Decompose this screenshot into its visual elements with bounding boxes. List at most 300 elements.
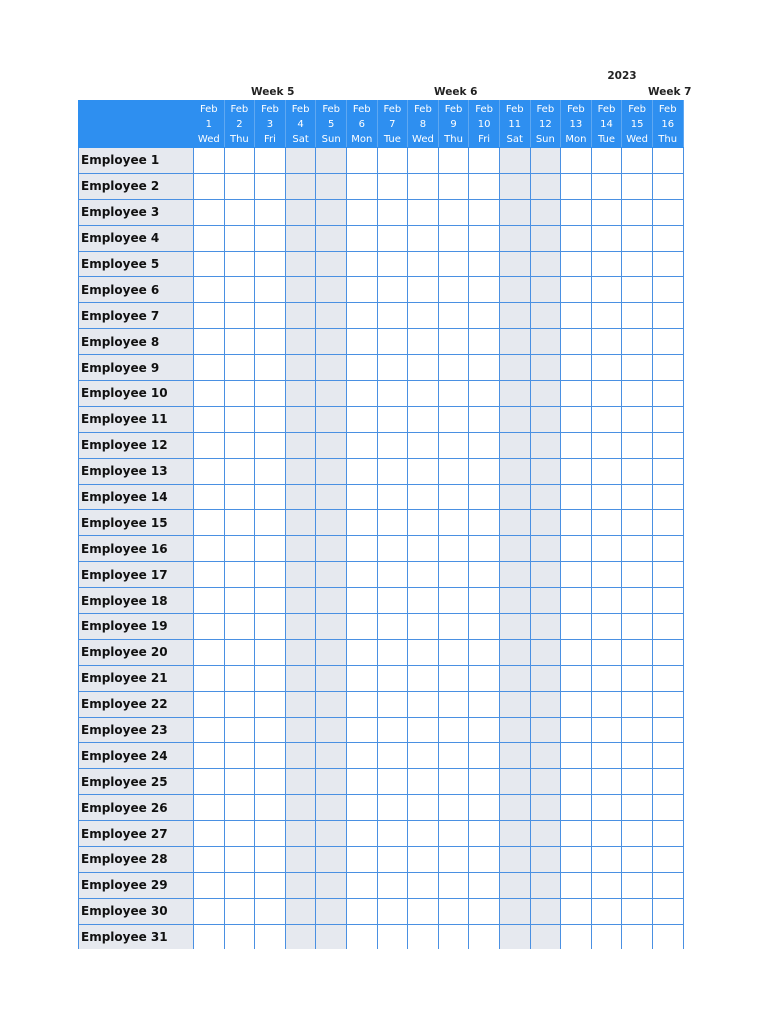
schedule-cell[interactable] <box>194 847 225 873</box>
schedule-cell[interactable] <box>622 225 653 251</box>
schedule-cell[interactable] <box>316 277 347 303</box>
schedule-cell[interactable] <box>591 588 622 614</box>
schedule-cell[interactable] <box>377 173 408 199</box>
schedule-cell[interactable] <box>194 872 225 898</box>
schedule-cell[interactable] <box>652 381 683 407</box>
schedule-cell[interactable] <box>469 251 500 277</box>
schedule-cell[interactable] <box>469 381 500 407</box>
schedule-cell[interactable] <box>377 251 408 277</box>
schedule-cell[interactable] <box>224 924 255 949</box>
schedule-cell[interactable] <box>255 148 286 174</box>
schedule-cell[interactable] <box>530 821 561 847</box>
schedule-cell[interactable] <box>377 225 408 251</box>
schedule-cell[interactable] <box>285 665 316 691</box>
schedule-cell[interactable] <box>224 691 255 717</box>
schedule-cell[interactable] <box>194 329 225 355</box>
schedule-cell[interactable] <box>652 872 683 898</box>
schedule-cell[interactable] <box>316 173 347 199</box>
schedule-cell[interactable] <box>469 588 500 614</box>
schedule-cell[interactable] <box>622 329 653 355</box>
schedule-cell[interactable] <box>316 795 347 821</box>
schedule-cell[interactable] <box>377 510 408 536</box>
schedule-cell[interactable] <box>224 821 255 847</box>
schedule-cell[interactable] <box>469 510 500 536</box>
schedule-cell[interactable] <box>438 432 469 458</box>
schedule-cell[interactable] <box>255 639 286 665</box>
schedule-cell[interactable] <box>224 199 255 225</box>
schedule-cell[interactable] <box>316 458 347 484</box>
schedule-cell[interactable] <box>561 639 592 665</box>
schedule-cell[interactable] <box>224 458 255 484</box>
schedule-cell[interactable] <box>499 381 530 407</box>
schedule-cell[interactable] <box>255 510 286 536</box>
schedule-cell[interactable] <box>561 536 592 562</box>
schedule-cell[interactable] <box>224 872 255 898</box>
schedule-cell[interactable] <box>561 277 592 303</box>
schedule-cell[interactable] <box>499 148 530 174</box>
schedule-cell[interactable] <box>438 381 469 407</box>
schedule-cell[interactable] <box>591 872 622 898</box>
schedule-cell[interactable] <box>622 691 653 717</box>
schedule-cell[interactable] <box>316 924 347 949</box>
schedule-cell[interactable] <box>652 458 683 484</box>
schedule-cell[interactable] <box>346 821 377 847</box>
schedule-cell[interactable] <box>591 898 622 924</box>
schedule-cell[interactable] <box>224 795 255 821</box>
schedule-cell[interactable] <box>194 743 225 769</box>
schedule-cell[interactable] <box>408 148 439 174</box>
schedule-cell[interactable] <box>652 924 683 949</box>
schedule-cell[interactable] <box>561 251 592 277</box>
schedule-cell[interactable] <box>194 277 225 303</box>
schedule-cell[interactable] <box>652 510 683 536</box>
schedule-cell[interactable] <box>561 717 592 743</box>
schedule-cell[interactable] <box>285 743 316 769</box>
schedule-cell[interactable] <box>652 898 683 924</box>
schedule-cell[interactable] <box>622 510 653 536</box>
schedule-cell[interactable] <box>499 355 530 381</box>
schedule-cell[interactable] <box>622 795 653 821</box>
schedule-cell[interactable] <box>469 329 500 355</box>
schedule-cell[interactable] <box>255 821 286 847</box>
schedule-cell[interactable] <box>316 847 347 873</box>
schedule-cell[interactable] <box>285 458 316 484</box>
schedule-cell[interactable] <box>346 691 377 717</box>
schedule-cell[interactable] <box>224 432 255 458</box>
schedule-cell[interactable] <box>194 173 225 199</box>
schedule-cell[interactable] <box>499 484 530 510</box>
schedule-cell[interactable] <box>285 924 316 949</box>
schedule-cell[interactable] <box>499 406 530 432</box>
schedule-cell[interactable] <box>438 769 469 795</box>
schedule-cell[interactable] <box>652 303 683 329</box>
schedule-cell[interactable] <box>346 847 377 873</box>
schedule-cell[interactable] <box>224 898 255 924</box>
schedule-cell[interactable] <box>622 847 653 873</box>
schedule-cell[interactable] <box>346 277 377 303</box>
schedule-cell[interactable] <box>561 872 592 898</box>
schedule-cell[interactable] <box>346 614 377 640</box>
schedule-cell[interactable] <box>652 562 683 588</box>
schedule-cell[interactable] <box>530 847 561 873</box>
schedule-cell[interactable] <box>316 484 347 510</box>
schedule-cell[interactable] <box>316 562 347 588</box>
schedule-cell[interactable] <box>438 510 469 536</box>
schedule-cell[interactable] <box>591 665 622 691</box>
schedule-cell[interactable] <box>561 303 592 329</box>
schedule-cell[interactable] <box>194 458 225 484</box>
schedule-cell[interactable] <box>408 769 439 795</box>
schedule-cell[interactable] <box>346 536 377 562</box>
schedule-cell[interactable] <box>377 381 408 407</box>
schedule-cell[interactable] <box>530 458 561 484</box>
schedule-cell[interactable] <box>346 458 377 484</box>
schedule-cell[interactable] <box>408 199 439 225</box>
schedule-cell[interactable] <box>224 173 255 199</box>
schedule-cell[interactable] <box>316 872 347 898</box>
schedule-cell[interactable] <box>469 484 500 510</box>
schedule-cell[interactable] <box>408 303 439 329</box>
schedule-cell[interactable] <box>285 639 316 665</box>
schedule-cell[interactable] <box>591 484 622 510</box>
schedule-cell[interactable] <box>499 225 530 251</box>
schedule-cell[interactable] <box>469 199 500 225</box>
schedule-cell[interactable] <box>224 717 255 743</box>
schedule-cell[interactable] <box>377 769 408 795</box>
schedule-cell[interactable] <box>316 691 347 717</box>
schedule-cell[interactable] <box>530 355 561 381</box>
schedule-cell[interactable] <box>194 536 225 562</box>
schedule-cell[interactable] <box>499 303 530 329</box>
schedule-cell[interactable] <box>438 303 469 329</box>
schedule-cell[interactable] <box>530 199 561 225</box>
schedule-cell[interactable] <box>652 614 683 640</box>
schedule-cell[interactable] <box>438 148 469 174</box>
schedule-cell[interactable] <box>469 743 500 769</box>
schedule-cell[interactable] <box>194 225 225 251</box>
schedule-cell[interactable] <box>652 769 683 795</box>
schedule-cell[interactable] <box>377 562 408 588</box>
schedule-cell[interactable] <box>591 639 622 665</box>
schedule-cell[interactable] <box>438 795 469 821</box>
schedule-cell[interactable] <box>622 432 653 458</box>
schedule-cell[interactable] <box>408 562 439 588</box>
schedule-cell[interactable] <box>346 769 377 795</box>
schedule-cell[interactable] <box>652 821 683 847</box>
schedule-cell[interactable] <box>285 225 316 251</box>
schedule-cell[interactable] <box>255 769 286 795</box>
schedule-cell[interactable] <box>438 847 469 873</box>
schedule-cell[interactable] <box>561 173 592 199</box>
schedule-cell[interactable] <box>316 251 347 277</box>
schedule-cell[interactable] <box>346 381 377 407</box>
schedule-cell[interactable] <box>622 355 653 381</box>
schedule-cell[interactable] <box>561 924 592 949</box>
schedule-cell[interactable] <box>591 924 622 949</box>
schedule-cell[interactable] <box>285 614 316 640</box>
schedule-cell[interactable] <box>469 691 500 717</box>
schedule-cell[interactable] <box>255 173 286 199</box>
schedule-cell[interactable] <box>316 614 347 640</box>
schedule-cell[interactable] <box>438 898 469 924</box>
schedule-cell[interactable] <box>530 536 561 562</box>
schedule-cell[interactable] <box>285 536 316 562</box>
schedule-cell[interactable] <box>530 329 561 355</box>
schedule-cell[interactable] <box>285 251 316 277</box>
schedule-cell[interactable] <box>499 691 530 717</box>
schedule-cell[interactable] <box>194 303 225 329</box>
schedule-cell[interactable] <box>194 795 225 821</box>
schedule-cell[interactable] <box>224 614 255 640</box>
schedule-cell[interactable] <box>316 821 347 847</box>
schedule-cell[interactable] <box>346 665 377 691</box>
schedule-cell[interactable] <box>346 199 377 225</box>
schedule-cell[interactable] <box>194 639 225 665</box>
schedule-cell[interactable] <box>255 432 286 458</box>
schedule-cell[interactable] <box>622 199 653 225</box>
schedule-cell[interactable] <box>408 432 439 458</box>
schedule-cell[interactable] <box>408 510 439 536</box>
schedule-cell[interactable] <box>255 588 286 614</box>
schedule-cell[interactable] <box>316 717 347 743</box>
schedule-cell[interactable] <box>652 743 683 769</box>
schedule-cell[interactable] <box>622 173 653 199</box>
schedule-cell[interactable] <box>561 562 592 588</box>
schedule-cell[interactable] <box>377 148 408 174</box>
schedule-cell[interactable] <box>622 458 653 484</box>
schedule-cell[interactable] <box>530 148 561 174</box>
schedule-cell[interactable] <box>591 614 622 640</box>
schedule-cell[interactable] <box>377 355 408 381</box>
schedule-cell[interactable] <box>530 251 561 277</box>
schedule-cell[interactable] <box>255 484 286 510</box>
schedule-cell[interactable] <box>622 639 653 665</box>
schedule-cell[interactable] <box>469 614 500 640</box>
schedule-cell[interactable] <box>346 148 377 174</box>
schedule-cell[interactable] <box>622 665 653 691</box>
schedule-cell[interactable] <box>285 173 316 199</box>
schedule-cell[interactable] <box>316 381 347 407</box>
schedule-cell[interactable] <box>652 639 683 665</box>
schedule-cell[interactable] <box>561 199 592 225</box>
schedule-cell[interactable] <box>652 588 683 614</box>
schedule-cell[interactable] <box>408 717 439 743</box>
schedule-cell[interactable] <box>622 821 653 847</box>
schedule-cell[interactable] <box>438 665 469 691</box>
schedule-cell[interactable] <box>224 381 255 407</box>
schedule-cell[interactable] <box>438 717 469 743</box>
schedule-cell[interactable] <box>224 562 255 588</box>
schedule-cell[interactable] <box>561 743 592 769</box>
schedule-cell[interactable] <box>346 717 377 743</box>
schedule-cell[interactable] <box>469 277 500 303</box>
schedule-cell[interactable] <box>622 614 653 640</box>
schedule-cell[interactable] <box>591 847 622 873</box>
schedule-cell[interactable] <box>224 251 255 277</box>
schedule-cell[interactable] <box>499 432 530 458</box>
schedule-cell[interactable] <box>285 717 316 743</box>
schedule-cell[interactable] <box>377 432 408 458</box>
schedule-cell[interactable] <box>622 277 653 303</box>
schedule-cell[interactable] <box>377 614 408 640</box>
schedule-cell[interactable] <box>255 562 286 588</box>
schedule-cell[interactable] <box>285 872 316 898</box>
schedule-cell[interactable] <box>469 458 500 484</box>
schedule-cell[interactable] <box>652 484 683 510</box>
schedule-cell[interactable] <box>285 847 316 873</box>
schedule-cell[interactable] <box>316 510 347 536</box>
schedule-cell[interactable] <box>408 743 439 769</box>
schedule-cell[interactable] <box>469 148 500 174</box>
schedule-cell[interactable] <box>316 536 347 562</box>
schedule-cell[interactable] <box>316 665 347 691</box>
schedule-cell[interactable] <box>530 665 561 691</box>
schedule-cell[interactable] <box>408 277 439 303</box>
schedule-cell[interactable] <box>346 432 377 458</box>
schedule-cell[interactable] <box>499 588 530 614</box>
schedule-cell[interactable] <box>255 329 286 355</box>
schedule-cell[interactable] <box>591 225 622 251</box>
schedule-cell[interactable] <box>530 381 561 407</box>
schedule-cell[interactable] <box>408 821 439 847</box>
schedule-cell[interactable] <box>438 691 469 717</box>
schedule-cell[interactable] <box>469 924 500 949</box>
schedule-cell[interactable] <box>469 769 500 795</box>
schedule-cell[interactable] <box>346 898 377 924</box>
schedule-cell[interactable] <box>285 821 316 847</box>
schedule-cell[interactable] <box>652 329 683 355</box>
schedule-cell[interactable] <box>561 381 592 407</box>
schedule-cell[interactable] <box>194 924 225 949</box>
schedule-cell[interactable] <box>285 381 316 407</box>
schedule-cell[interactable] <box>316 406 347 432</box>
schedule-cell[interactable] <box>530 717 561 743</box>
schedule-cell[interactable] <box>652 406 683 432</box>
schedule-cell[interactable] <box>285 691 316 717</box>
schedule-cell[interactable] <box>499 821 530 847</box>
schedule-cell[interactable] <box>408 872 439 898</box>
schedule-cell[interactable] <box>408 588 439 614</box>
schedule-cell[interactable] <box>285 355 316 381</box>
schedule-cell[interactable] <box>652 665 683 691</box>
schedule-cell[interactable] <box>499 329 530 355</box>
schedule-cell[interactable] <box>530 432 561 458</box>
schedule-cell[interactable] <box>499 665 530 691</box>
schedule-cell[interactable] <box>591 148 622 174</box>
schedule-cell[interactable] <box>591 717 622 743</box>
schedule-cell[interactable] <box>530 769 561 795</box>
schedule-cell[interactable] <box>438 821 469 847</box>
schedule-cell[interactable] <box>530 639 561 665</box>
schedule-cell[interactable] <box>255 251 286 277</box>
schedule-cell[interactable] <box>591 510 622 536</box>
schedule-cell[interactable] <box>499 536 530 562</box>
schedule-cell[interactable] <box>469 821 500 847</box>
schedule-cell[interactable] <box>469 562 500 588</box>
schedule-cell[interactable] <box>224 536 255 562</box>
schedule-cell[interactable] <box>346 484 377 510</box>
schedule-cell[interactable] <box>530 225 561 251</box>
schedule-cell[interactable] <box>285 303 316 329</box>
schedule-cell[interactable] <box>377 536 408 562</box>
schedule-cell[interactable] <box>438 406 469 432</box>
schedule-cell[interactable] <box>194 691 225 717</box>
schedule-cell[interactable] <box>499 847 530 873</box>
schedule-cell[interactable] <box>255 458 286 484</box>
schedule-cell[interactable] <box>591 329 622 355</box>
schedule-cell[interactable] <box>530 743 561 769</box>
schedule-cell[interactable] <box>652 536 683 562</box>
schedule-cell[interactable] <box>255 924 286 949</box>
schedule-cell[interactable] <box>530 614 561 640</box>
schedule-cell[interactable] <box>499 924 530 949</box>
schedule-cell[interactable] <box>622 251 653 277</box>
schedule-cell[interactable] <box>346 406 377 432</box>
schedule-cell[interactable] <box>316 743 347 769</box>
schedule-cell[interactable] <box>346 355 377 381</box>
schedule-cell[interactable] <box>194 510 225 536</box>
schedule-cell[interactable] <box>346 303 377 329</box>
schedule-cell[interactable] <box>224 355 255 381</box>
schedule-cell[interactable] <box>194 614 225 640</box>
schedule-cell[interactable] <box>561 769 592 795</box>
schedule-cell[interactable] <box>255 381 286 407</box>
schedule-cell[interactable] <box>255 691 286 717</box>
schedule-cell[interactable] <box>499 458 530 484</box>
schedule-cell[interactable] <box>438 536 469 562</box>
schedule-cell[interactable] <box>622 924 653 949</box>
schedule-cell[interactable] <box>622 406 653 432</box>
schedule-cell[interactable] <box>377 277 408 303</box>
schedule-cell[interactable] <box>255 406 286 432</box>
schedule-cell[interactable] <box>408 795 439 821</box>
schedule-cell[interactable] <box>622 536 653 562</box>
schedule-cell[interactable] <box>561 148 592 174</box>
schedule-cell[interactable] <box>499 639 530 665</box>
schedule-cell[interactable] <box>255 277 286 303</box>
schedule-cell[interactable] <box>346 562 377 588</box>
schedule-cell[interactable] <box>408 536 439 562</box>
schedule-cell[interactable] <box>255 872 286 898</box>
schedule-cell[interactable] <box>377 639 408 665</box>
schedule-cell[interactable] <box>561 691 592 717</box>
schedule-cell[interactable] <box>255 743 286 769</box>
schedule-cell[interactable] <box>377 924 408 949</box>
schedule-cell[interactable] <box>346 795 377 821</box>
schedule-cell[interactable] <box>622 743 653 769</box>
schedule-cell[interactable] <box>346 639 377 665</box>
schedule-cell[interactable] <box>408 251 439 277</box>
schedule-cell[interactable] <box>316 303 347 329</box>
schedule-cell[interactable] <box>530 588 561 614</box>
schedule-cell[interactable] <box>561 821 592 847</box>
schedule-cell[interactable] <box>255 536 286 562</box>
schedule-cell[interactable] <box>469 898 500 924</box>
schedule-cell[interactable] <box>408 173 439 199</box>
schedule-cell[interactable] <box>346 251 377 277</box>
schedule-cell[interactable] <box>499 510 530 536</box>
schedule-cell[interactable] <box>194 665 225 691</box>
schedule-cell[interactable] <box>408 381 439 407</box>
schedule-cell[interactable] <box>561 225 592 251</box>
schedule-cell[interactable] <box>438 924 469 949</box>
schedule-cell[interactable] <box>530 872 561 898</box>
schedule-cell[interactable] <box>408 225 439 251</box>
schedule-cell[interactable] <box>469 355 500 381</box>
schedule-cell[interactable] <box>194 355 225 381</box>
schedule-cell[interactable] <box>194 821 225 847</box>
schedule-cell[interactable] <box>591 795 622 821</box>
